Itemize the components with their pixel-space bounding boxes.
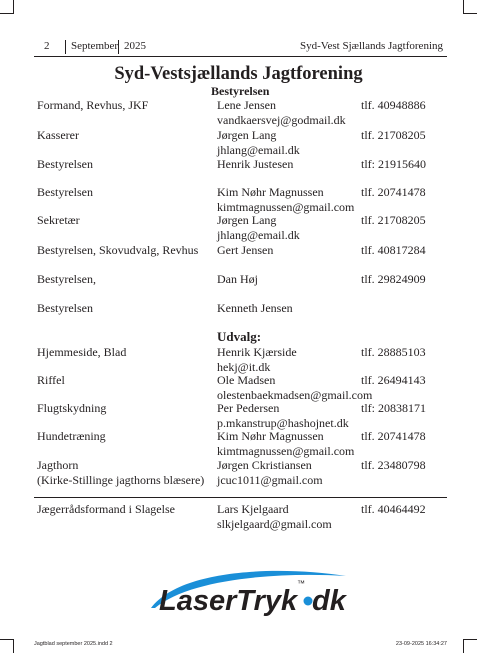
email-address[interactable]: p.mkanstrup@hashojnet.dk [217,416,349,430]
running-header [0,40,477,56]
header-rule [34,56,447,57]
role-label: Hjemmeside, Blad [37,345,127,359]
crop-mark [463,639,464,653]
person-name: Ole Madsen [217,373,276,387]
header-divider [65,40,66,54]
crop-mark [0,13,14,14]
phone-number: tlf. 26494143 [361,373,426,387]
logo-wordmark: LaserTryk [159,585,298,617]
email-address[interactable]: hekj@it.dk [217,360,271,374]
phone-number: tlf. 40948886 [361,98,426,112]
board-heading: Bestyrelsen [211,84,270,98]
person-name: Kim Nøhr Magnussen [217,429,324,443]
role-sublabel: (Kirke-Stillinge jagthorns blæsere) [37,473,205,487]
page-number: 2 [44,40,50,52]
email-address[interactable]: olestenbaekmadsen@gmail.com [217,388,373,402]
lasertryk-logo-graphic [141,568,353,618]
role-label: Jagthorn [37,458,79,472]
crop-mark [13,0,14,14]
person-name: Jørgen Lang [217,213,277,227]
phone-number: tlf. 29824909 [361,272,426,286]
person-name: Gert Jensen [217,243,274,257]
role-label: Flugtskydning [37,401,107,415]
person-name: Kenneth Jensen [217,301,293,315]
email-address[interactable]: jhlang@email.dk [217,143,300,157]
crop-mark [463,639,477,640]
person-name: Henrik Justesen [217,157,294,171]
role-label: Formand, Revhus, JKF [37,98,149,112]
email-address[interactable]: vandkaersvej@godmail.dk [217,113,346,127]
phone-number: tlf. 40817284 [361,243,426,257]
role-label: Bestyrelsen, Skovudvalg, Revhus [37,243,199,257]
phone-number: tlf. 20741478 [361,185,426,199]
page-title: Syd-Vestsjællands Jagtforening [114,64,363,84]
email-address[interactable]: slkjelgaard@gmail.com [217,517,332,531]
phone-number: tlf. 28885103 [361,345,426,359]
lasertryk-logo [141,568,353,618]
role-label: Kasserer [37,128,79,142]
crop-mark [463,0,464,14]
logo-tld: dk [312,585,346,617]
slug-right: 23-09-2025 16:34:27 [395,641,447,647]
committees-heading: Udvalg: [217,329,262,344]
role-label: Bestyrelsen [37,185,93,199]
crop-mark [0,639,14,640]
phone-number: tlf. 20741478 [361,429,426,443]
header-year: 2025 [124,40,146,52]
phone-number: tlf: 21915640 [361,157,426,171]
person-name: Lars Kjelgaard [217,502,289,516]
role-label: Bestyrelsen [37,157,93,171]
phone-number: tlf. 21708205 [361,213,426,227]
slug-left: Jagtblad september 2025.indd 2 [34,641,113,647]
role-label: Riffel [37,373,65,387]
person-name: Jørgen Ckristiansen [217,458,312,472]
role-label: Hundetræning [37,429,106,443]
role-label: Jægerrådsformand i Slagelse [37,502,175,516]
crop-mark [463,13,477,14]
crop-mark [13,639,14,653]
person-name: Jørgen Lang [217,128,277,142]
section-rule [34,497,447,498]
phone-number: tlf. 21708205 [361,128,426,142]
phone-number: tlf: 20838171 [361,401,426,415]
header-divider [118,40,119,54]
person-name: Henrik Kjærside [217,345,297,359]
phone-number: tlf. 23480798 [361,458,426,472]
person-name: Lene Jensen [217,98,276,112]
email-address[interactable]: kimtmagnussen@gmail.com [217,444,355,458]
email-address[interactable]: kimtmagnussen@gmail.com [217,200,355,214]
role-label: Bestyrelsen, [37,272,96,286]
role-label: Sekretær [37,213,80,227]
email-address[interactable]: jhlang@email.dk [217,228,300,242]
header-publication: Syd-Vest Sjællands Jagtforening [300,40,443,52]
person-name: Kim Nøhr Magnussen [217,185,324,199]
person-name: Per Pedersen [217,401,280,415]
email-address[interactable]: jcuc1011@gmail.com [217,473,323,487]
role-label: Bestyrelsen [37,301,93,315]
phone-number: tlf. 40464492 [361,502,426,516]
person-name: Dan Høj [217,272,258,286]
header-month: September [71,40,119,52]
logo-trademark: ™ [297,579,305,588]
